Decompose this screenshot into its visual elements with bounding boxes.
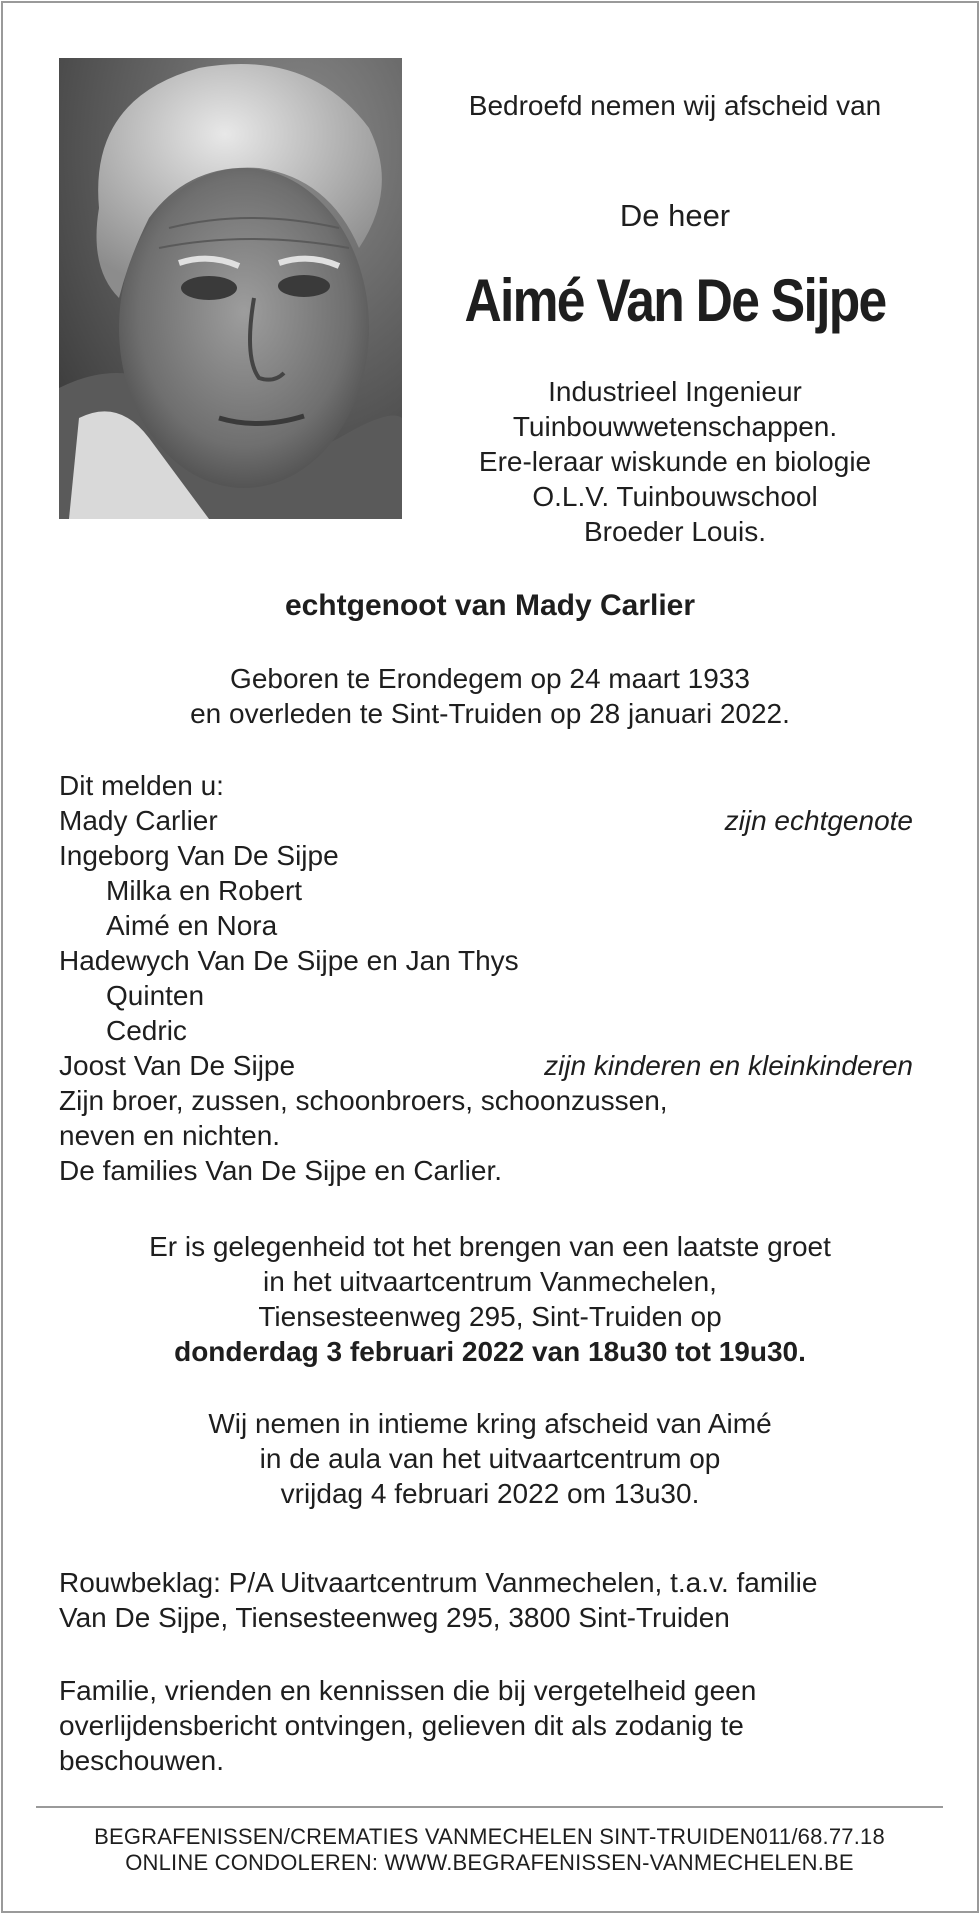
- visitation-line: Tiensesteenweg 295, Sint-Truiden op: [258, 1301, 722, 1332]
- family-role: zijn echtgenote: [724, 805, 913, 836]
- family-member: De families Van De Sijpe en Carlier.: [59, 1155, 503, 1186]
- family-member: Ingeborg Van De Sijpe: [59, 840, 339, 871]
- visitation-line: in het uitvaartcentrum Vanmechelen,: [263, 1266, 717, 1297]
- footer-company: BEGRAFENISSEN/CREMATIES VANMECHELEN SINT-TRUIDEN011/68.77.18: [94, 1824, 885, 1849]
- notice-line: Familie, vrienden en kennissen die bij vergetelheid geen: [59, 1675, 757, 1706]
- profession-line: Broeder Louis.: [583, 516, 767, 547]
- family-member: Aimé en Nora: [106, 910, 278, 941]
- honorific: De heer: [619, 198, 731, 233]
- ceremony-line: in de aula van het uitvaartcentrum op: [259, 1443, 721, 1474]
- family-member: Zijn broer, zussen, schoonbroers, schoonzussen,: [59, 1085, 668, 1116]
- family-member: Joost Van De Sijpe: [59, 1050, 296, 1081]
- notice-line: overlijdensbericht ontvingen, gelieven dit als zodanig te: [59, 1710, 744, 1741]
- family-member: Quinten: [106, 980, 205, 1011]
- spouse-line: echtgenoot van Mady Carlier: [284, 589, 696, 622]
- profession-line: O.L.V. Tuinbouwschool: [532, 481, 818, 512]
- visitation-date: donderdag 3 februari 2022 van 18u30 tot 19u30.: [174, 1336, 806, 1367]
- family-member: neven en nichten.: [59, 1120, 281, 1151]
- family-intro: Dit melden u:: [59, 770, 224, 801]
- birth-line: Geboren te Erondegem op 24 maart 1933: [230, 663, 750, 694]
- death-line: en overleden te Sint-Truiden op 28 januari 2022.: [190, 698, 790, 729]
- footer-divider: [36, 1806, 943, 1808]
- intro-text: Bedroefd nemen wij afscheid van: [468, 90, 882, 121]
- profession-line: Ere-leraar wiskunde en biologie: [478, 446, 872, 477]
- portrait-image: [59, 58, 402, 519]
- notice-line: beschouwen.: [59, 1745, 225, 1776]
- family-member: Mady Carlier: [59, 805, 218, 836]
- deceased-name: Aimé Van De Sijpe: [464, 267, 886, 334]
- family-role: zijn kinderen en kleinkinderen: [544, 1050, 913, 1081]
- family-member: Hadewych Van De Sijpe en Jan Thys: [59, 945, 519, 976]
- ceremony-line: Wij nemen in intieme kring afscheid van Aimé: [208, 1408, 772, 1439]
- address-line: Rouwbeklag: P/A Uitvaartcentrum Vanmechelen, t.a.v. familie: [59, 1567, 818, 1598]
- profession-line: Industrieel Ingenieur: [548, 376, 802, 407]
- ceremony-line: vrijdag 4 februari 2022 om 13u30.: [280, 1478, 700, 1509]
- visitation-line: Er is gelegenheid tot het brengen van een laatste groet: [149, 1231, 831, 1262]
- family-member: Milka en Robert: [106, 875, 303, 906]
- footer-website: ONLINE CONDOLEREN: WWW.BEGRAFENISSEN-VANMECHELEN.BE: [125, 1850, 854, 1875]
- portrait-photo: [59, 58, 402, 519]
- family-member: Cedric: [106, 1015, 187, 1046]
- profession-line: Tuinbouwwetenschappen.: [512, 411, 838, 442]
- address-line: Van De Sijpe, Tiensesteenweg 295, 3800 Sint-Truiden: [59, 1602, 730, 1633]
